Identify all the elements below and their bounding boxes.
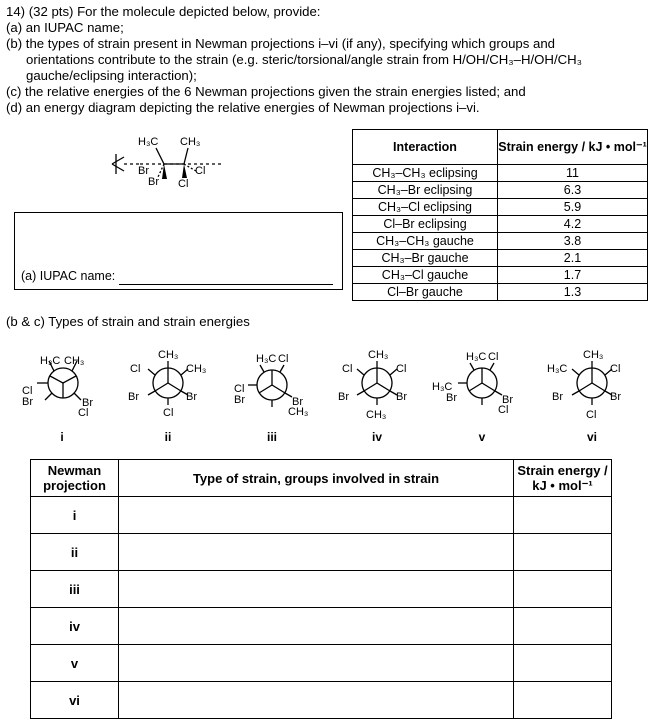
- strain-table-row: [353, 182, 648, 199]
- mol-label-ch3: CH₃: [180, 136, 201, 148]
- iupac-name-input[interactable]: [119, 269, 333, 285]
- answer-strain-type-cell[interactable]: [119, 608, 514, 645]
- molecule-structure: [100, 130, 240, 192]
- answer-strain-energy-cell[interactable]: [514, 534, 612, 571]
- strain-interaction-cell: CH₃–Cl gauche: [353, 267, 498, 284]
- newman-iii: [248, 365, 292, 407]
- answer-projection-cell: iv: [31, 608, 119, 645]
- newman-vi-label-3: Cl: [610, 363, 621, 375]
- mol-label-br-2: Br: [148, 176, 159, 188]
- newman-vi: [572, 361, 612, 405]
- newman-label-v: v: [478, 430, 486, 444]
- strain-table-row: [353, 267, 648, 284]
- newman-v-label-2: Cl: [488, 351, 499, 363]
- question-header: 14) (32 pts) For the molecule depicted below, provide:: [6, 4, 321, 19]
- mol-label-h3c: H₃C: [138, 136, 159, 148]
- answer-row: [31, 645, 612, 682]
- answer-projection-cell: ii: [31, 534, 119, 571]
- newman-iii-label-5: Br: [292, 396, 303, 408]
- newman-v-label-5: Br: [502, 394, 513, 406]
- strain-interaction-cell: Cl–Br gauche: [353, 284, 498, 301]
- question-part-b-line2: orientations contribute to the strain (e.g. steric/torsional/angle strain from H/OH/CH₃–H/OH/CH₃: [26, 52, 583, 67]
- newman-projections: [0, 338, 656, 430]
- newman-v-label-4: Br: [446, 392, 457, 404]
- newman-i-label-5: Br: [82, 397, 93, 409]
- strain-table-row: [353, 284, 648, 301]
- answer-table: [30, 459, 612, 719]
- newman-iv-label-1: CH₃: [368, 349, 389, 361]
- strain-interaction-cell: CH₃–CH₃ eclipsing: [353, 165, 498, 182]
- answer-projection-cell: v: [31, 645, 119, 682]
- newman-i-label-4: Br: [22, 396, 33, 408]
- answer-strain-energy-cell[interactable]: [514, 645, 612, 682]
- answer-strain-energy-cell[interactable]: [514, 608, 612, 645]
- strain-energy-cell: 6.3: [498, 182, 648, 199]
- newman-iv-label-6: CH₃: [366, 409, 387, 421]
- newman-vi-label-1: CH₃: [583, 349, 604, 361]
- newman-v-label-1: H₃C: [466, 351, 487, 363]
- strain-energy-cell: 1.3: [498, 284, 648, 301]
- newman-ii: [148, 361, 188, 405]
- strain-energy-cell: 5.9: [498, 199, 648, 216]
- newman-vi-label-5: Br: [610, 391, 621, 403]
- newman-label-vi: vi: [586, 430, 597, 444]
- answer-row: [31, 534, 612, 571]
- answer-projection-cell: vi: [31, 682, 119, 719]
- strain-table-header-energy: Strain energy / kJ • mol⁻¹: [498, 130, 648, 165]
- newman-i-label-3: Cl: [22, 385, 33, 397]
- section-bc-title: (b & c) Types of strain and strain energies: [6, 314, 250, 329]
- answer-header-projection: Newman projection: [31, 460, 119, 497]
- newman-vi-label-4: Br: [552, 391, 563, 403]
- question-part-b-line1: (b) the types of strain present in Newman projections i–vi (if any), specifying which groups and: [6, 36, 556, 51]
- answer-row: [31, 571, 612, 608]
- mol-label-cl-2: Cl: [178, 178, 189, 190]
- answer-row: [31, 682, 612, 719]
- newman-i-label-2: CH₃: [64, 355, 85, 367]
- strain-interaction-cell: CH₃–Br gauche: [353, 250, 498, 267]
- question-part-c: (c) the relative energies of the 6 Newman projections given the strain energies listed; and: [6, 84, 526, 99]
- question-part-b-line3: gauche/eclipsing interaction);: [26, 68, 197, 83]
- strain-interaction-cell: Cl–Br eclipsing: [353, 216, 498, 233]
- answer-strain-type-cell[interactable]: [119, 571, 514, 608]
- newman-vi-label-6: Cl: [586, 409, 597, 421]
- answer-row: [31, 608, 612, 645]
- newman-iii-label-3: Cl: [234, 383, 245, 395]
- newman-ii-label-2: Cl: [130, 363, 141, 375]
- answer-strain-energy-cell[interactable]: [514, 571, 612, 608]
- strain-energy-cell: 2.1: [498, 250, 648, 267]
- question-part-a: (a) an IUPAC name;: [6, 20, 124, 35]
- newman-label-iii: iii: [266, 430, 277, 444]
- newman-iii-label-2: Cl: [278, 353, 289, 365]
- newman-label-iv: iv: [371, 430, 382, 444]
- newman-iii-label-4: Br: [234, 394, 245, 406]
- answer-header-strain-type: Type of strain, groups involved in strain: [119, 460, 514, 497]
- strain-energy-table: [352, 129, 648, 301]
- strain-energy-cell: 4.2: [498, 216, 648, 233]
- answer-strain-type-cell[interactable]: [119, 497, 514, 534]
- answer-strain-type-cell[interactable]: [119, 534, 514, 571]
- strain-energy-cell: 3.8: [498, 233, 648, 250]
- mol-label-br-1: Br: [138, 165, 149, 177]
- answer-row: [31, 497, 612, 534]
- newman-iii-label-6: CH₃: [288, 406, 309, 418]
- newman-ii-label-4: Br: [128, 391, 139, 403]
- mol-label-cl-1: Cl: [195, 165, 206, 177]
- newman-v-label-6: Cl: [498, 404, 509, 416]
- newman-iv-label-2: Cl: [342, 363, 353, 375]
- newman-iv-label-3: Cl: [396, 363, 407, 375]
- answer-strain-energy-cell[interactable]: [514, 682, 612, 719]
- answer-strain-type-cell[interactable]: [119, 682, 514, 719]
- iupac-name-label: (a) IUPAC name:: [21, 269, 116, 283]
- newman-label-ii: ii: [164, 430, 172, 444]
- newman-ii-label-6: Cl: [163, 407, 174, 419]
- newman-ii-label-3: CH₃: [186, 363, 207, 375]
- strain-table-row: [353, 250, 648, 267]
- newman-iii-label-1: H₃C: [256, 353, 277, 365]
- newman-v: [458, 363, 502, 405]
- strain-table-row: [353, 233, 648, 250]
- answer-header-strain-energy: Strain energy / kJ • mol⁻¹: [514, 460, 612, 497]
- answer-projection-cell: i: [31, 497, 119, 534]
- question-part-d: (d) an energy diagram depicting the relative energies of Newman projections i–vi.: [6, 100, 480, 115]
- strain-table-row: [353, 216, 648, 233]
- newman-label-i: i: [60, 430, 64, 444]
- answer-strain-type-cell[interactable]: [119, 645, 514, 682]
- strain-interaction-cell: CH₃–Br eclipsing: [353, 182, 498, 199]
- newman-ii-label-5: Br: [186, 391, 197, 403]
- newman-iv-label-5: Br: [396, 391, 407, 403]
- strain-table-row: [353, 199, 648, 216]
- iupac-name-box[interactable]: [14, 212, 343, 290]
- strain-interaction-cell: CH₃–Cl eclipsing: [353, 199, 498, 216]
- strain-energy-cell: 11: [498, 165, 648, 182]
- strain-table-row: [353, 165, 648, 182]
- newman-i-label-1: H₃C: [40, 355, 61, 367]
- newman-iv-label-4: Br: [338, 391, 349, 403]
- strain-interaction-cell: CH₃–CH₃ gauche: [353, 233, 498, 250]
- answer-projection-cell: iii: [31, 571, 119, 608]
- newman-iv: [357, 361, 397, 405]
- newman-v-label-3: H₃C: [432, 381, 453, 393]
- newman-i-label-6: Cl: [78, 407, 89, 419]
- strain-table-header-interaction: Interaction: [353, 130, 498, 165]
- strain-energy-cell: 1.7: [498, 267, 648, 284]
- newman-ii-label-1: CH₃: [158, 349, 179, 361]
- newman-vi-label-2: H₃C: [547, 363, 568, 375]
- answer-strain-energy-cell[interactable]: [514, 497, 612, 534]
